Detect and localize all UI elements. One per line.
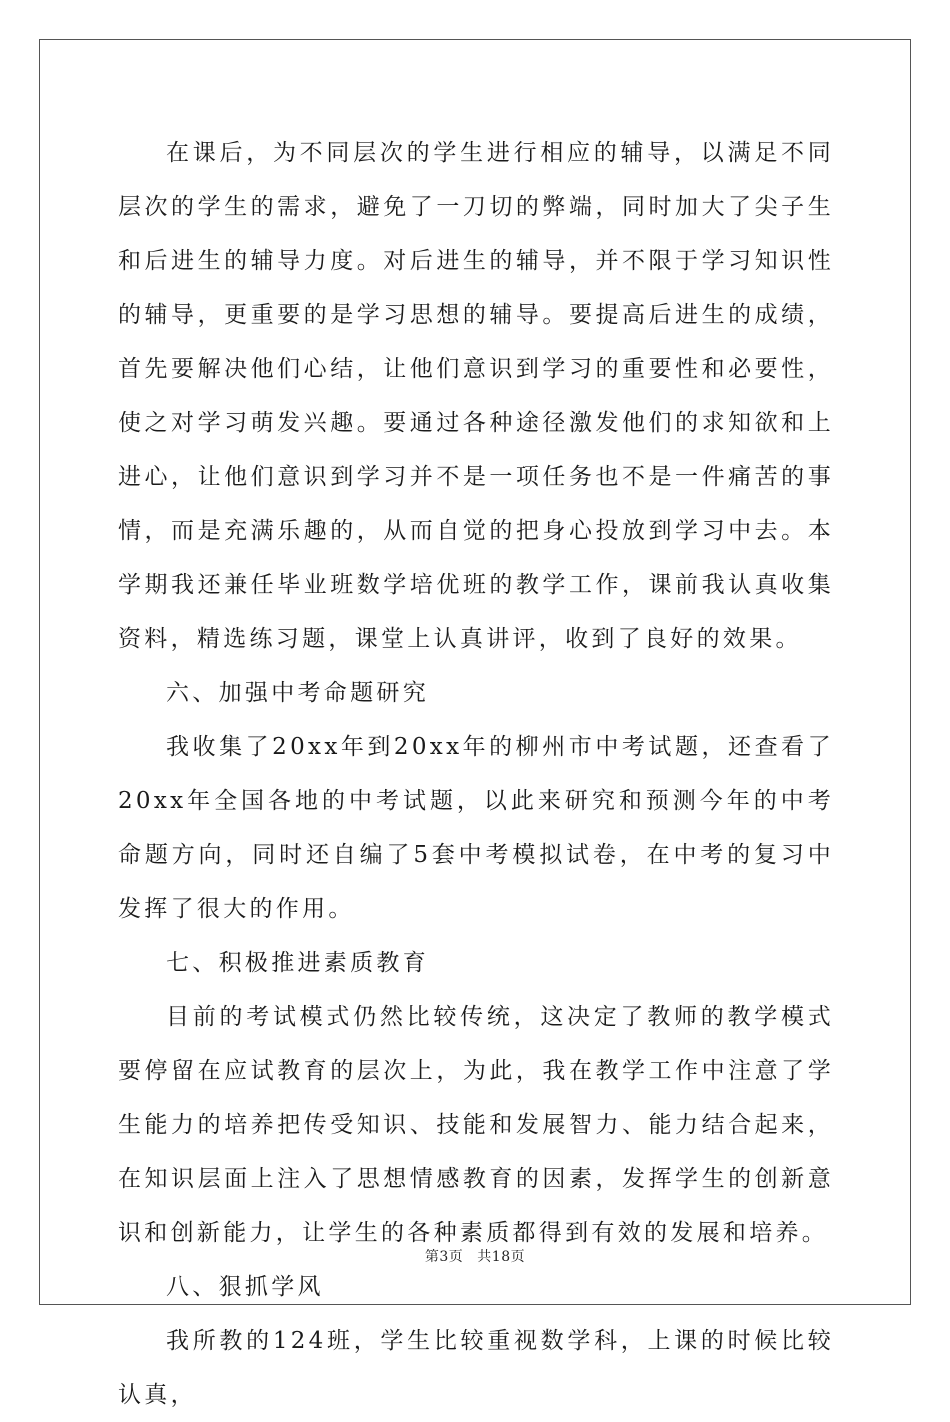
- paragraph: 我所教的124班，学生比较重视数学科，上课的时候比较认真，: [118, 1328, 834, 1408]
- paragraph: 目前的考试模式仍然比较传统，这决定了教师的教学模式要停留在应试教育的层次上，为此，我在教学工作中注意了学生能力的培养把传受知识、技能和发展智力、能力结合起来，在知识层面上注入了思想情感教育的因素，发挥学生的创新意识和创新能力，让学生的各种素质都得到有效的发展和培养。: [118, 1004, 834, 1246]
- section-heading: 七、积极推进素质教育: [166, 950, 429, 976]
- section-heading: 八、狠抓学风: [166, 1274, 324, 1300]
- paragraph: 我收集了20xx年到20xx年的柳州市中考试题，还查看了20xx年全国各地的中考试题，以此来研究和预测今年的中考命题方向，同时还自编了5套中考模拟试卷，在中考的复习中发挥了很大的作用。: [118, 734, 834, 922]
- paragraph: 在课后，为不同层次的学生进行相应的辅导，以满足不同层次的学生的需求，避免了一刀切的弊端，同时加大了尖子生和后进生的辅导力度。对后进生的辅导，并不限于学习知识性的辅导，更重要的是学习思想的辅导。要提高后进生的成绩，首先要解决他们心结，让他们意识到学习的重要性和必要性，使之对学习萌发兴趣。要通过各种途径激发他们的求知欲和上进心，让他们意识到学习并不是一项任务也不是一件痛苦的事情，而是充满乐趣的，从而自觉的把身心投放到学习中去。本学期我还兼任毕业班数学培优班的教学工作，课前我认真收集资料，精选练习题，课堂上认真讲评，收到了良好的效果。: [118, 140, 834, 652]
- page-footer: [0, 1246, 950, 1266]
- document-body: [118, 126, 834, 1422]
- page-total: 共18页: [477, 1249, 526, 1265]
- page-number: 第3页: [424, 1249, 464, 1265]
- section-heading: 六、加强中考命题研究: [166, 680, 429, 706]
